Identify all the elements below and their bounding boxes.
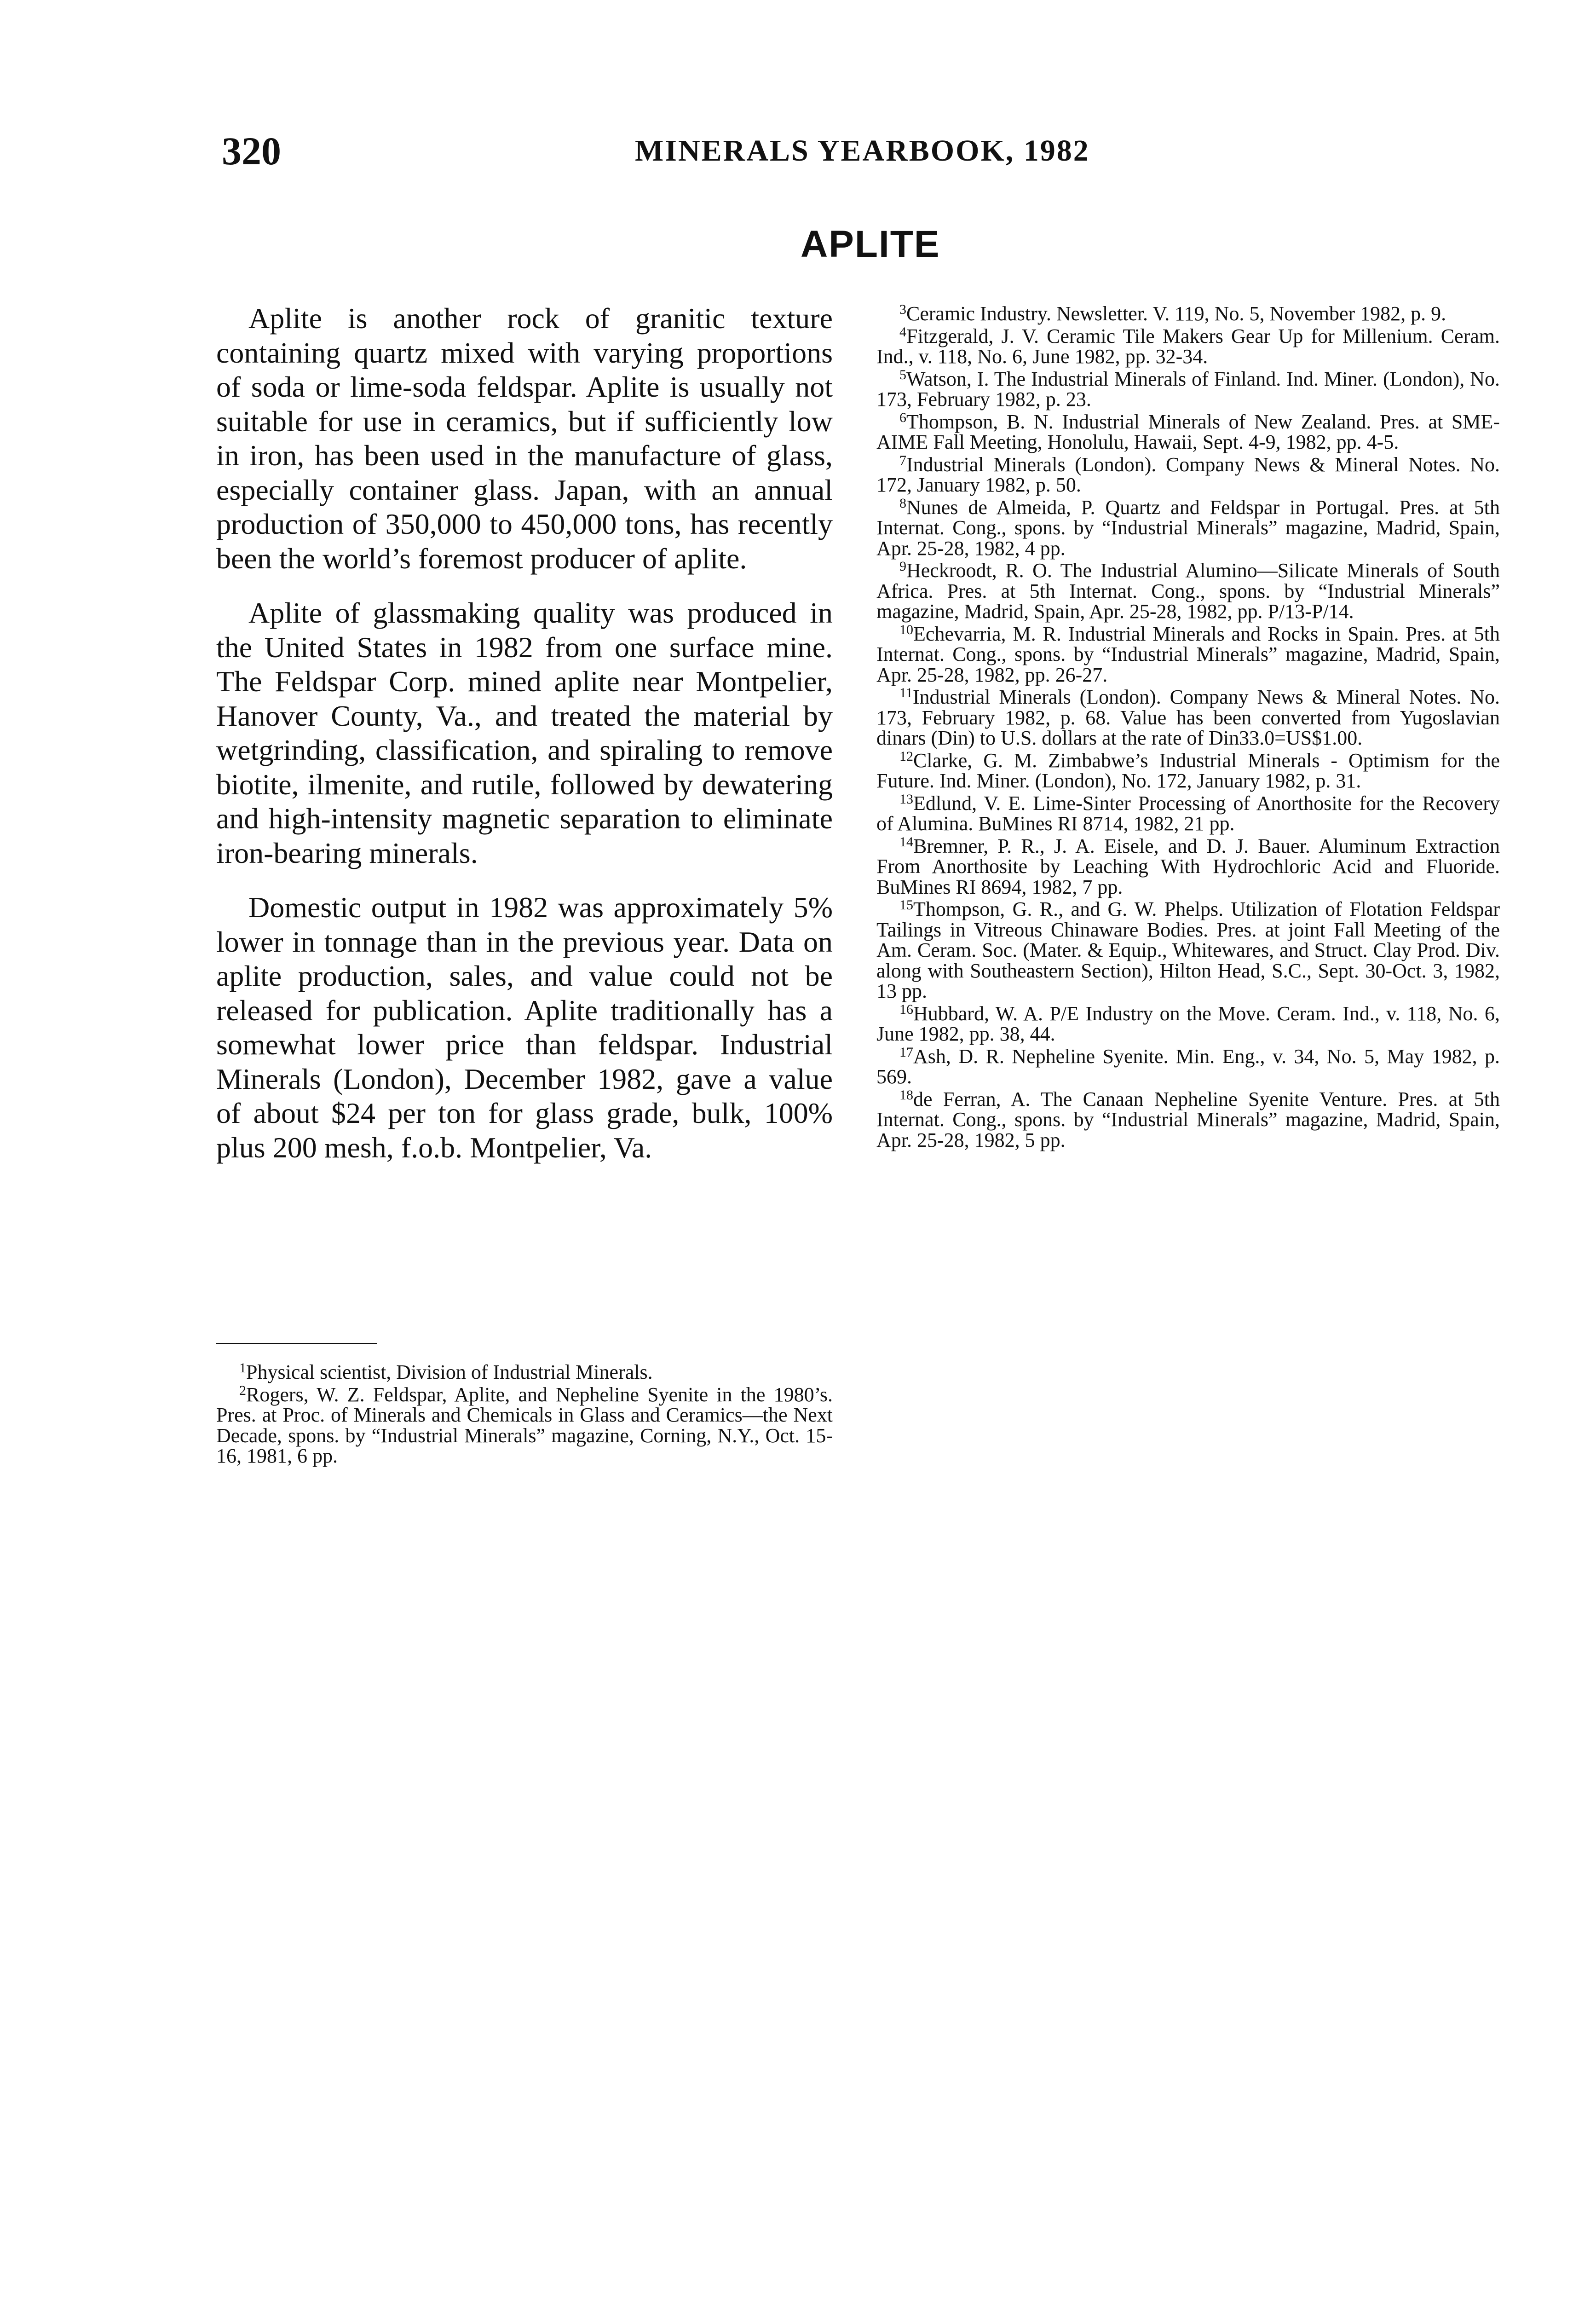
footnote: [876, 412, 1500, 453]
footnote-marker: 10: [899, 622, 913, 637]
footnote: [216, 1382, 833, 1467]
footnote-marker: 1: [239, 1360, 246, 1376]
page-number: 320: [222, 129, 281, 173]
footnote-marker: 9: [899, 559, 906, 574]
footnote: [876, 1001, 1500, 1045]
footnote-text: Hubbard, W. A. P/E Industry on the Move. Ceram. Ind., v. 118, No. 6, June 1982, pp. 38, 44.: [876, 1002, 1500, 1045]
footnote-text: Thompson, G. R., and G. W. Phelps. Utilization of Flotation Feldspar Tailings in Vitreous Chinaware Bodies. Pres. at joint Fall Meeting of the Am. Ceram. Soc. (Mater. & Equip., Whitewares, and Struct. Clay Prod. Div. along with Southeastern Section), Hilton Head, S.C., Sept. 30-Oct. 3, 1982, 13 pp.: [876, 898, 1500, 1002]
main-text-column: [216, 301, 833, 1185]
footnote: [876, 497, 1500, 559]
footnote-marker: 14: [899, 834, 913, 850]
footnote-divider: [216, 1343, 377, 1344]
footnote: [876, 687, 1500, 749]
body-paragraph: Aplite of glassmaking quality was produced in the United States in 1982 from one surface mine. The Feldspar Corp. mined aplite near Montpelier, Hanover County, Va., and treated the material by wetgrinding, classification, and spiraling to remove biotite, ilmenite, and rutile, followed by dewatering and high-intensity magnetic separation to eliminate iron-bearing minerals.: [216, 596, 833, 869]
footnote-text: Fitzgerald, J. V. Ceramic Tile Makers Gear Up for Millenium. Ceram. Ind., v. 118, No. 6, June 1982, pp. 32-34.: [876, 324, 1500, 368]
footnote: [876, 836, 1500, 898]
footnote-text: Thompson, B. N. Industrial Minerals of New Zealand. Pres. at SME-AIME Fall Meeting, Honolulu, Hawaii, Sept. 4-9, 1982, pp. 4-5.: [876, 410, 1500, 453]
footnote-text: Ash, D. R. Nepheline Syenite. Min. Eng., v. 34, No. 5, May 1982, p. 569.: [876, 1045, 1500, 1088]
footnote-marker: 6: [899, 410, 906, 425]
footnote-text: Rogers, W. Z. Feldspar, Aplite, and Nepheline Syenite in the 1980’s. Pres. at Proc. of Minerals and Chemicals in Glass and Ceramics—the Next Decade, spons. by “Industrial Minerals” magazine, Corning, N.Y., Oct. 15-16, 1981, 6 pp.: [216, 1383, 833, 1467]
section-title: APLITE: [801, 223, 940, 265]
footnote-marker: 13: [899, 791, 913, 807]
footnotes-right-column: [876, 304, 1500, 1152]
footnotes-left-column: [216, 1362, 833, 1468]
footnote-marker: 12: [899, 748, 913, 764]
footnote-marker: 8: [899, 495, 906, 511]
footnote-text: Heckroodt, R. O. The Industrial Alumino—Silicate Minerals of South Africa. Pres. at 5th Internat. Cong., spons. by “Industrial Minerals” magazine, Madrid, Spain, Apr. 25-28, 1982, pp. P/13-P/14.: [876, 559, 1500, 623]
footnote: [876, 561, 1500, 622]
footnote: [876, 1089, 1500, 1151]
footnote-text: Bremner, P. R., J. A. Eisele, and D. J. Bauer. Aluminum Extraction From Anorthosite by Leaching With Hydrochloric Acid and Fluoride. BuMines RI 8694, 1982, 7 pp.: [876, 834, 1500, 898]
footnote: [876, 369, 1500, 410]
footnote-text: Echevarria, M. R. Industrial Minerals and Rocks in Spain. Pres. at 5th Internat. Cong., spons. by “Industrial Minerals” magazine, Madrid, Spain, Apr. 25-28, 1982, pp. 26-27.: [876, 622, 1500, 686]
footnote-text: Clarke, G. M. Zimbabwe’s Industrial Minerals - Optimism for the Future. Ind. Miner. (London), No. 172, January 1982, p. 31.: [876, 749, 1500, 792]
footnote-text: de Ferran, A. The Canaan Nepheline Syenite Venture. Pres. at 5th Internat. Cong., spons. by “Industrial Minerals” magazine, Madrid, Spain, Apr. 25-28, 1982, 5 pp.: [876, 1087, 1500, 1151]
footnote: [876, 793, 1500, 834]
footnote-text: Ceramic Industry. Newsletter. V. 119, No. 5, November 1982, p. 9.: [906, 302, 1446, 325]
body-paragraph: Aplite is another rock of granitic texture containing quartz mixed with varying proportions of soda or lime-soda feldspar. Aplite is usually not suitable for use in ceramics, but if sufficiently low in iron, has been used in the manufacture of glass, especially container glass. Japan, with an annual production of 350,000 to 450,000 tons, has recently been the world’s foremost producer of aplite.: [216, 302, 833, 575]
footnote-marker: 18: [899, 1087, 913, 1103]
footnote-text: Edlund, V. E. Lime-Sinter Processing of Anorthosite for the Recovery of Alumina. BuMines RI 8714, 1982, 21 pp.: [876, 792, 1500, 835]
footnote-text: Watson, I. The Industrial Minerals of Finland. Ind. Miner. (London), No. 173, February 1982, p. 23.: [876, 367, 1500, 410]
running-head: MINERALS YEARBOOK, 1982: [635, 134, 1090, 168]
footnote-marker: 16: [899, 1001, 913, 1017]
footnote: [876, 452, 1500, 496]
footnote: [876, 899, 1500, 1002]
footnote-marker: 3: [899, 302, 906, 317]
footnote-marker: 15: [899, 897, 913, 913]
footnote: [876, 326, 1500, 367]
footnote: [216, 1362, 833, 1383]
footnote: [876, 304, 1500, 324]
footnote-text: Industrial Minerals (London). Company News & Mineral Notes. No. 172, January 1982, p. 50.: [876, 453, 1500, 496]
footnote-marker: 11: [899, 685, 913, 700]
footnote-marker: 2: [239, 1382, 246, 1398]
footnote: [876, 624, 1500, 686]
footnote-marker: 17: [899, 1044, 913, 1060]
footnote: [876, 1046, 1500, 1087]
footnote-text: Industrial Minerals (London). Company News & Mineral Notes. No. 173, February 1982, p. 68. Value has been converted from Yugoslavian dinars (Din) to U.S. dollars at the rate of Din33.0=US$1.00.: [876, 686, 1500, 749]
footnote-marker: 7: [899, 452, 906, 468]
footnote-text: Nunes de Almeida, P. Quartz and Feldspar in Portugal. Pres. at 5th Internat. Cong., spons. by “Industrial Minerals” magazine, Madrid, Spain, Apr. 25-28, 1982, 4 pp.: [876, 496, 1500, 560]
footnote-text: Physical scientist, Division of Industrial Minerals.: [246, 1361, 653, 1383]
footnote-marker: 5: [899, 367, 906, 382]
body-paragraph: Domestic output in 1982 was approximately 5% lower in tonnage than in the previous year. Data on aplite production, sales, and value could not be released for publication. Aplite traditionally has a somewhat lower price than feldspar. Industrial Minerals (London), December 1982, gave a value of about $24 per ton for glass grade, bulk, 100% plus 200 mesh, f.o.b. Montpelier, Va.: [216, 891, 833, 1164]
footnote: [876, 748, 1500, 792]
footnote-marker: 4: [899, 324, 906, 340]
